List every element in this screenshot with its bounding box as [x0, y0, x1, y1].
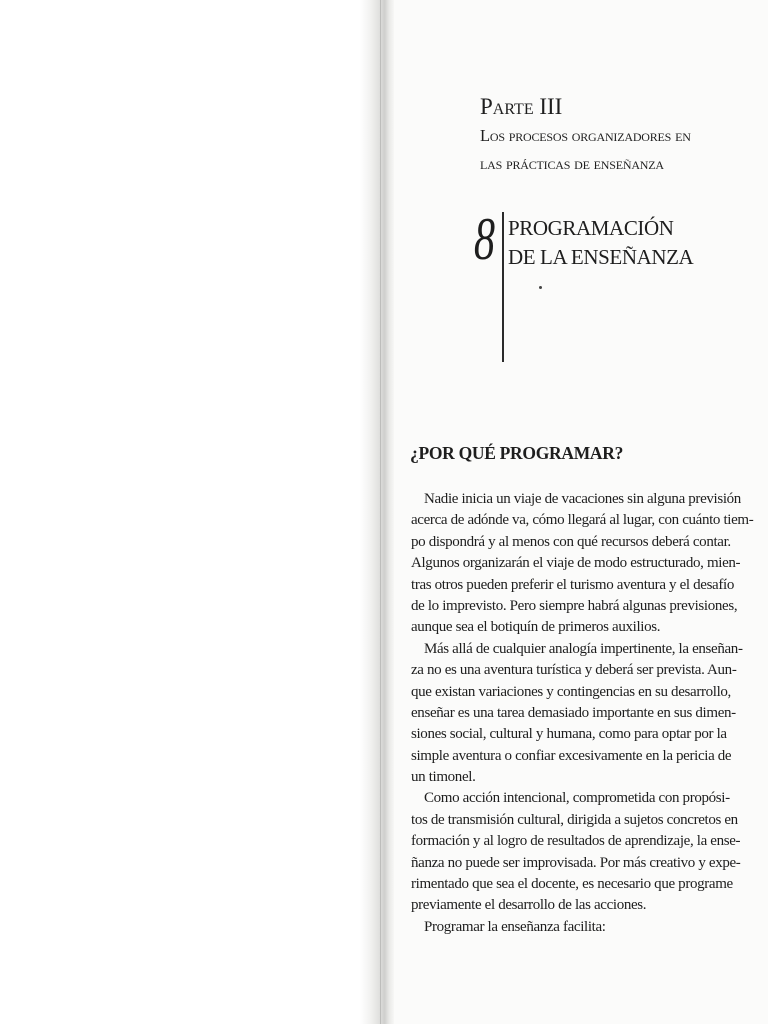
- body-line: simple aventura o confiar excesivamente en la pericia de: [411, 747, 732, 764]
- blank-left-page: [0, 0, 372, 1024]
- chapter-number: 8: [474, 206, 495, 272]
- book-gutter-shadow: [360, 0, 394, 1024]
- ink-speck: [539, 286, 542, 289]
- body-line: aunque sea el botiquín de primeros auxilios.: [411, 619, 661, 636]
- part-header: [480, 92, 750, 178]
- book-spine-line: [380, 0, 381, 1024]
- body-line: po dispondrá y al menos con qué recursos deberá contar.: [411, 533, 731, 550]
- chapter-title-line-1: PROGRAMACIÓN: [508, 216, 674, 240]
- body-line: enseñar es una tarea demasiado importante en sus dimen-: [411, 704, 736, 721]
- body-line: Más allá de cualquier analogía impertinente, la enseñan-: [424, 640, 743, 657]
- section-heading: ¿POR QUÉ PROGRAMAR?: [410, 443, 624, 463]
- body-line: za no es una aventura turística y deberá ser prevista. Aun-: [411, 662, 737, 679]
- chapter-title-line-2: DE LA ENSEÑANZA: [508, 245, 694, 269]
- chapter-vertical-rule: [502, 212, 504, 362]
- body-line: de lo imprevisto. Pero siempre habrá algunas previsiones,: [411, 597, 738, 614]
- body-line: formación y al logro de resultados de aprendizaje, la ense-: [411, 833, 741, 850]
- body-line: rimentado que sea el docente, es necesario que programe: [411, 876, 733, 893]
- body-line: un timonel.: [411, 769, 476, 786]
- body-line: acerca de adónde va, cómo llegará al lugar, con cuánto tiem-: [411, 512, 754, 529]
- chapter-title: [508, 214, 693, 272]
- body-line: previamente el desarrollo de las acciones.: [411, 897, 647, 914]
- part-title: Parte III: [480, 94, 563, 119]
- body-line: que existan variaciones y contingencias en su desarrollo,: [411, 683, 731, 700]
- body-line: tras otros pueden preferir el turismo aventura y el desafío: [411, 576, 734, 593]
- body-line: siones social, cultural y humana, como para optar por la: [411, 726, 727, 743]
- body-line: tos de transmisión cultural, dirigida a sujetos concretos en: [411, 811, 738, 828]
- body-line: ñanza no puede ser improvisada. Por más creativo y expe-: [411, 854, 741, 871]
- body-text: [411, 489, 754, 938]
- body-line: Algunos organizarán el viaje de modo estructurado, mien-: [411, 555, 741, 572]
- part-subtitle-line-1: Los procesos organizadores en: [480, 126, 691, 145]
- part-subtitle-line-2: las prácticas de enseñanza: [480, 154, 664, 173]
- body-line: Nadie inicia un viaje de vacaciones sin alguna previsión: [424, 491, 741, 507]
- body-line: Como acción intencional, comprometida con propósi-: [424, 790, 730, 807]
- body-line: Programar la enseñanza facilita:: [424, 918, 606, 935]
